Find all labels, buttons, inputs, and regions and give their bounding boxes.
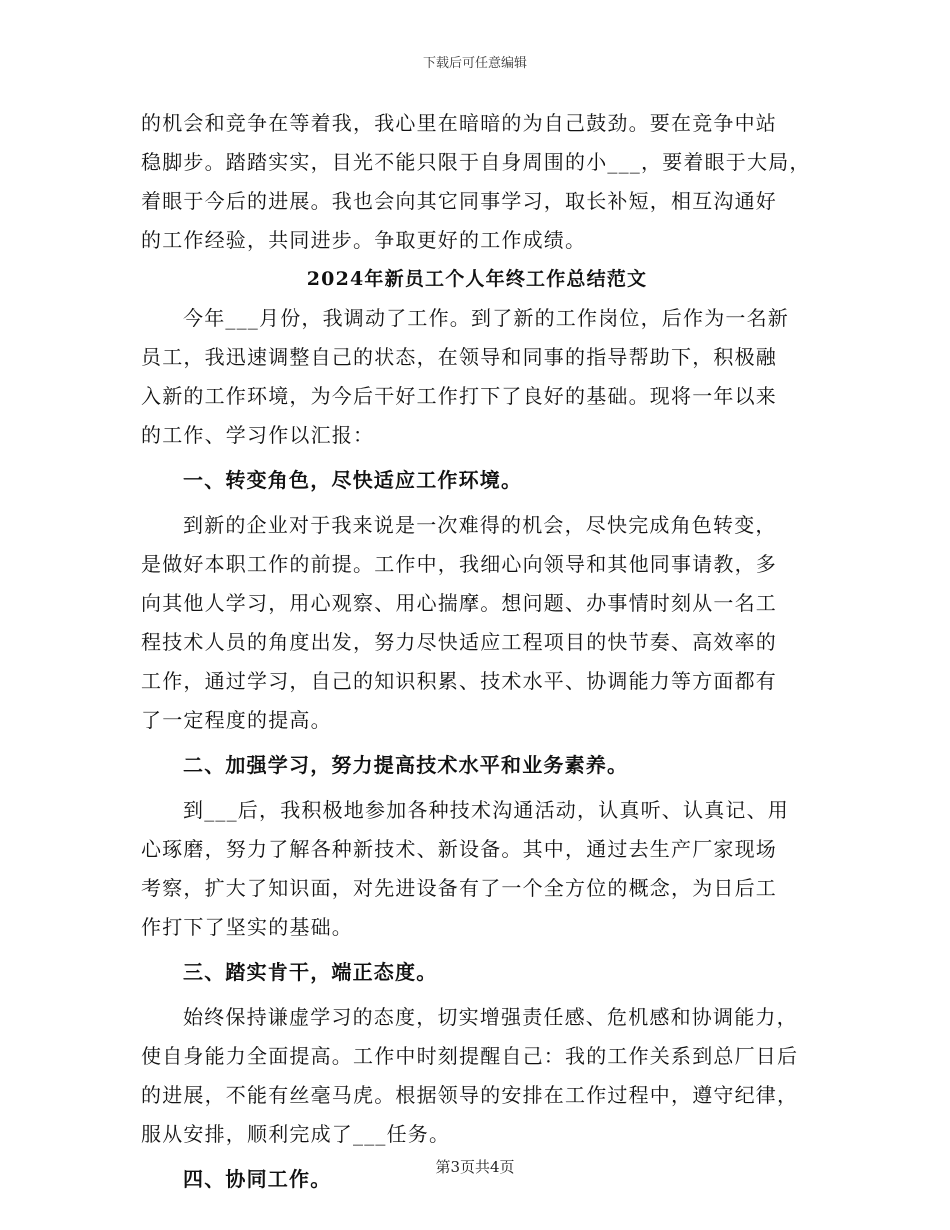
paragraph-line: 是做好本职工作的前提。工作中，我细心向领导和其他同事请教，多 bbox=[141, 552, 777, 576]
paragraph-line: 作打下了坚实的基础。 bbox=[141, 915, 353, 939]
paragraph-line: 工作，通过学习，自己的知识积累、技术水平、协调能力等方面都有 bbox=[141, 669, 777, 693]
paragraph-line: 考察，扩大了知识面，对先进设备有了一个全方位的概念，为日后工 bbox=[141, 876, 777, 900]
paragraph-line: 的工作经验，共同进步。争取更好的工作成绩。 bbox=[141, 228, 587, 252]
document-body bbox=[141, 104, 813, 1199]
section-heading-2: 二、加强学习，努力提高技术水平和业务素养。 bbox=[183, 753, 629, 777]
paragraph-line: 今年___月份，我调动了工作。到了新的工作岗位，后作为一名新 bbox=[183, 306, 789, 330]
paragraph-line: 使自身能力全面提高。工作中时刻提醒自己：我的工作关系到总厂日后 bbox=[141, 1044, 799, 1068]
paragraph-line: 入新的工作环境，为今后干好工作打下了良好的基础。现将一年以来 bbox=[141, 384, 777, 408]
paragraph-line: 员工，我迅速调整自己的状态，在领导和同事的指导帮助下，积极融 bbox=[141, 345, 777, 369]
paragraph-line: 向其他人学习，用心观察、用心揣摩。想问题、办事情时刻从一名工 bbox=[141, 591, 777, 615]
paragraph-line: 程技术人员的角度出发，努力尽快适应工程项目的快节奏、高效率的 bbox=[141, 630, 777, 654]
paragraph-line: 了一定程度的提高。 bbox=[141, 708, 332, 732]
paragraph-line: 始终保持谦虚学习的态度，切实增强责任感、危机感和协调能力， bbox=[183, 1005, 798, 1029]
paragraph-line: 到新的企业对于我来说是一次难得的机会，尽快完成角色转变， bbox=[183, 513, 777, 537]
page-number: 第3页共4页 bbox=[435, 1158, 515, 1176]
document-title: 2024年新员工个人年终工作总结范文 bbox=[306, 268, 648, 290]
paragraph-line: 的工作、学习作以汇报： bbox=[141, 423, 375, 447]
section-heading-4: 四、协同工作。 bbox=[183, 1167, 332, 1191]
paragraph-line: 稳脚步。踏踏实实，目光不能只限于自身周围的小___，要着眼于大局， bbox=[141, 150, 811, 174]
paragraph-line: 心琢磨，努力了解各种新技术、新设备。其中，通过去生产厂家现场 bbox=[141, 837, 777, 861]
section-heading-3: 三、踏实肯干，端正态度。 bbox=[183, 960, 438, 984]
paragraph-line: 着眼于今后的进展。我也会向其它同事学习，取长补短，相互沟通好 bbox=[141, 189, 777, 213]
paragraph-line: 的进展，不能有丝毫马虎。根据领导的安排在工作过程中，遵守纪律， bbox=[141, 1083, 799, 1107]
paragraph-line: 服从安排，顺利完成了___任务。 bbox=[141, 1122, 451, 1146]
paragraph-line: 的机会和竞争在等着我，我心里在暗暗的为自己鼓劲。要在竞争中站 bbox=[141, 111, 777, 135]
paragraph-line: 到___后，我积极地参加各种技术沟通活动，认真听、认真记、用 bbox=[183, 798, 789, 822]
page-header: 下载后可任意编辑 bbox=[422, 56, 527, 71]
section-heading-1: 一、转变角色，尽快适应工作环境。 bbox=[183, 468, 523, 492]
